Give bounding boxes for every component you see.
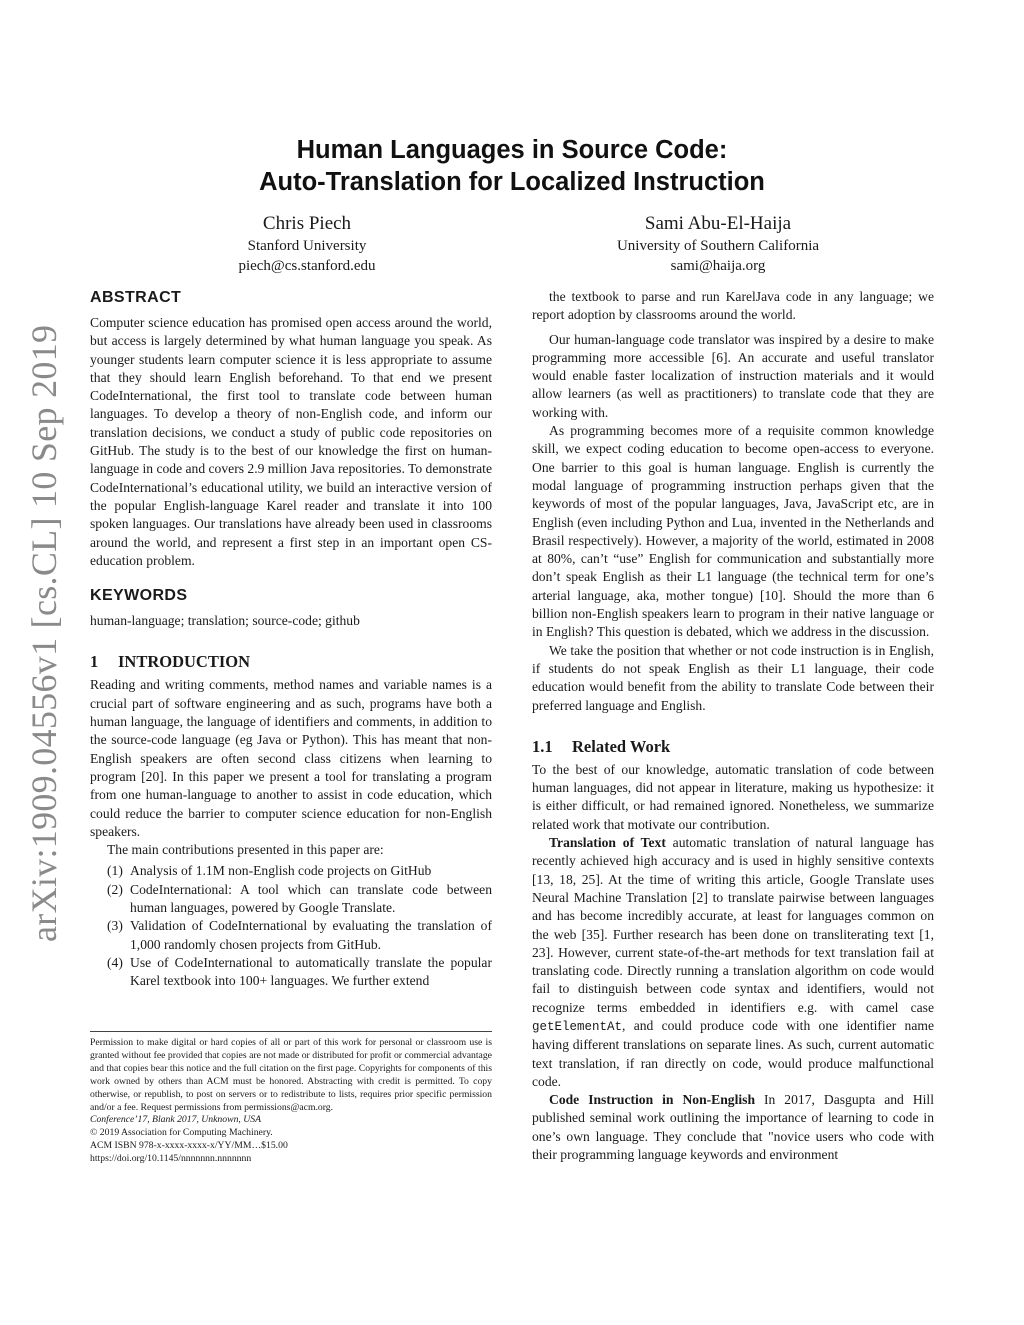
- keywords-heading: KEYWORDS: [90, 587, 188, 605]
- list-item-text: Analysis of 1.1M non-English code projects on GitHub: [130, 863, 432, 879]
- language-barrier-paragraph: As programming becomes more of a requisite common knowledge skill, we expect coding education to become open-access to everyone. One barrier to this goal is human language. English is currently the modal language of programming instruction perhaps given that the keywords of most of the popular languages, Java, JavaScript etc, are in English (even including Python and Lua, invented in the Netherlands and Brasil respectively). However, a majority of the world, estimated in 2008 at 80%, can’t “use” English for communication and substantially more don’t speak English as their L1 language (the technical term for one’s arterial language, aka, mother tongue) [10]. Should the more than 6 billion non-English speakers learn to program in their native language or in English? This question is debated, which we address in the discussion.: [532, 423, 934, 640]
- list-item: [90, 881, 492, 918]
- continuation-paragraph: the textbook to parse and run KarelJava code in any language; we report adoption by classrooms around the world.: [532, 289, 934, 323]
- section-title: Related Work: [572, 736, 671, 756]
- intro-paragraph-1: Reading and writing comments, method names and variable names is a crucial part of software engineering and as such, programs have both a human language, the language of identifiers and comments, in addition to the source-code language (eg Java or Python). This has meant that non-English speakers are often second class citizens when learning to program [20]. In this paper we present a tool for translating a program from one human-language to another to assist in code education, which could reduce the barrier to computer science education for non-English speakers.: [90, 677, 492, 839]
- arxiv-stamp: [14, 324, 74, 942]
- list-item: [90, 862, 492, 880]
- list-item-number: (2): [107, 881, 123, 897]
- isbn-line: ACM ISBN 978-x-xxxx-xxxx-x/YY/MM…$15.00: [90, 1140, 288, 1152]
- author-email: sami@haija.org: [670, 258, 766, 274]
- runin-heading: Translation of Text: [549, 835, 666, 851]
- list-item-number: (3): [107, 918, 123, 934]
- related-work-heading: [532, 737, 934, 757]
- section-number: 1.1: [532, 736, 553, 756]
- contributions-list: [90, 862, 492, 990]
- list-item-text: Validation of CodeInternational by evaluating the translation of 1,000 randomly chosen projects from GitHub.: [130, 918, 492, 952]
- paper-title: [100, 134, 924, 198]
- doi-link[interactable]: https://doi.org/10.1145/nnnnnnn.nnnnnnn: [90, 1153, 252, 1165]
- intro-paragraph-2: The main contributions presented in this paper are:: [107, 842, 384, 858]
- author-block-2: [568, 212, 868, 276]
- position-paragraph: We take the position that whether or not code instruction is in English, if students do not speak English as their L1 language, their code education would benefit from the ability to translate Code between their preferred language and English.: [532, 642, 934, 713]
- abstract-heading: ABSTRACT: [90, 289, 182, 306]
- permission-notice: Permission to make digital or hard copies of all or part of this work for personal or classroom use is granted without fee provided that copies are not made or distributed for profit or commercial advantage and that copies bear this notice and the full citation on the first page. Copyrights for components of this work owned by others than ACM must be honored. Abstracting with credit is permitted. To copy otherwise, or republish, to post on servers or to redistribute to lists, requires prior specific permission and/or a fee. Request permissions from permissions@acm.org.: [90, 1037, 492, 1113]
- code-identifier: getElementAt: [532, 1019, 623, 1034]
- arxiv-identifier: arXiv:1909.04556v1 [cs.CL] 10 Sep 2019: [24, 324, 64, 942]
- runin-heading: Code Instruction in Non-English: [549, 1092, 755, 1108]
- list-item-number: (1): [107, 863, 123, 879]
- list-item-text: Use of CodeInternational to automatically translate the popular Karel textbook into 100+ languages. We further extend: [130, 954, 492, 989]
- right-column: [532, 288, 934, 1164]
- author-email: piech@cs.stanford.edu: [238, 258, 376, 274]
- code-instruction-paragraph: [532, 1091, 934, 1164]
- section-title: INTRODUCTION: [118, 652, 251, 672]
- list-item-number: (4): [107, 954, 123, 970]
- list-item: [90, 917, 492, 954]
- keywords-text: human-language; translation; source-code; github: [90, 613, 360, 629]
- author-affiliation: Stanford University: [247, 238, 367, 254]
- section-number: 1: [90, 652, 99, 672]
- list-item: [90, 954, 492, 991]
- related-work-intro: To the best of our knowledge, automatic translation of code between human languages, did not appear in literature, making us hypothesize: it is either difficult, or had remained ignored. Nonetheless, we summarize related work that motivate our contribution.: [532, 761, 934, 832]
- list-item-text: CodeInternational: A tool which can translate code between human languages, powered by Google Translate.: [130, 881, 492, 916]
- author-affiliation: University of Southern California: [616, 238, 820, 254]
- author-name: Sami Abu-El-Haija: [644, 213, 792, 234]
- copyright-line: © 2019 Association for Computing Machinery.: [90, 1127, 273, 1139]
- conference-info: Conference’17, Blank 2017, Unknown, USA: [90, 1114, 262, 1126]
- paragraph-text: , and could produce code with one identifier name having different translations on separate lines. As such, current automatic text translation, if ran directly on code, would produce malfunctional code.: [532, 1017, 934, 1089]
- motivation-paragraph: Our human-language code translator was inspired by a desire to make programming more accessible [6]. An accurate and useful translator would enable faster localization of instruction materials and it would allow learners (as well as practitioners) to translate code that they are working with.: [532, 331, 934, 420]
- translation-of-text-paragraph: [532, 834, 934, 1091]
- paragraph-text: In 2017, Dasgupta and Hill published seminal work outlining the importance of learning to code in one’s own language. They conclude that "novice users who code with their programming language keywords and environment: [532, 1092, 934, 1163]
- intro-heading: [90, 652, 492, 672]
- title-line-1: Human Languages in Source Code:: [296, 136, 728, 164]
- title-line-2: Auto-Translation for Localized Instruction: [259, 168, 765, 196]
- abstract-text: Computer science education has promised open access around the world, but access is largely determined by what human language you speak. As younger students learn computer science it is less appropriate to assume that they should learn English beforehand. To that end we present CodeInternational, the first tool to translate code between human languages. To develop a theory of non-English code, and inform our translation decisions, we conduct a study of public code repositories on GitHub. The study is to the best of our knowledge the first on human-language in code and covers 2.9 million Java repositories. To demonstrate CodeInternational’s educational utility, we build an interactive version of the popular English-language Karel reader and translate it into 100 spoken languages. Our translations have already been used in classrooms around the world, and represent a first step in an important open CS-education problem.: [90, 315, 492, 568]
- copyright-footnote: [90, 1031, 492, 1166]
- author-block-1: [157, 212, 457, 276]
- author-name: Chris Piech: [262, 213, 352, 234]
- left-column: [90, 288, 492, 991]
- paragraph-text: automatic translation of natural language has recently achieved high accuracy and is used in highly sensitive contexts [13, 18, 25]. At the time of writing this article, Google Translate uses Neural Machine Translation [2] to translate pairwise between languages and has become incredibly accurate, at least for languages common on the web [35]. Further research has been done on transliterating text [1, 23]. However, current state-of-the-art methods for text translation fail at translating code. Directly running a translation algorithm on code would fail to distinguish between code syntax and identifiers, would not recognize terms embedded in identifiers e.g. with camel case: [532, 835, 934, 1015]
